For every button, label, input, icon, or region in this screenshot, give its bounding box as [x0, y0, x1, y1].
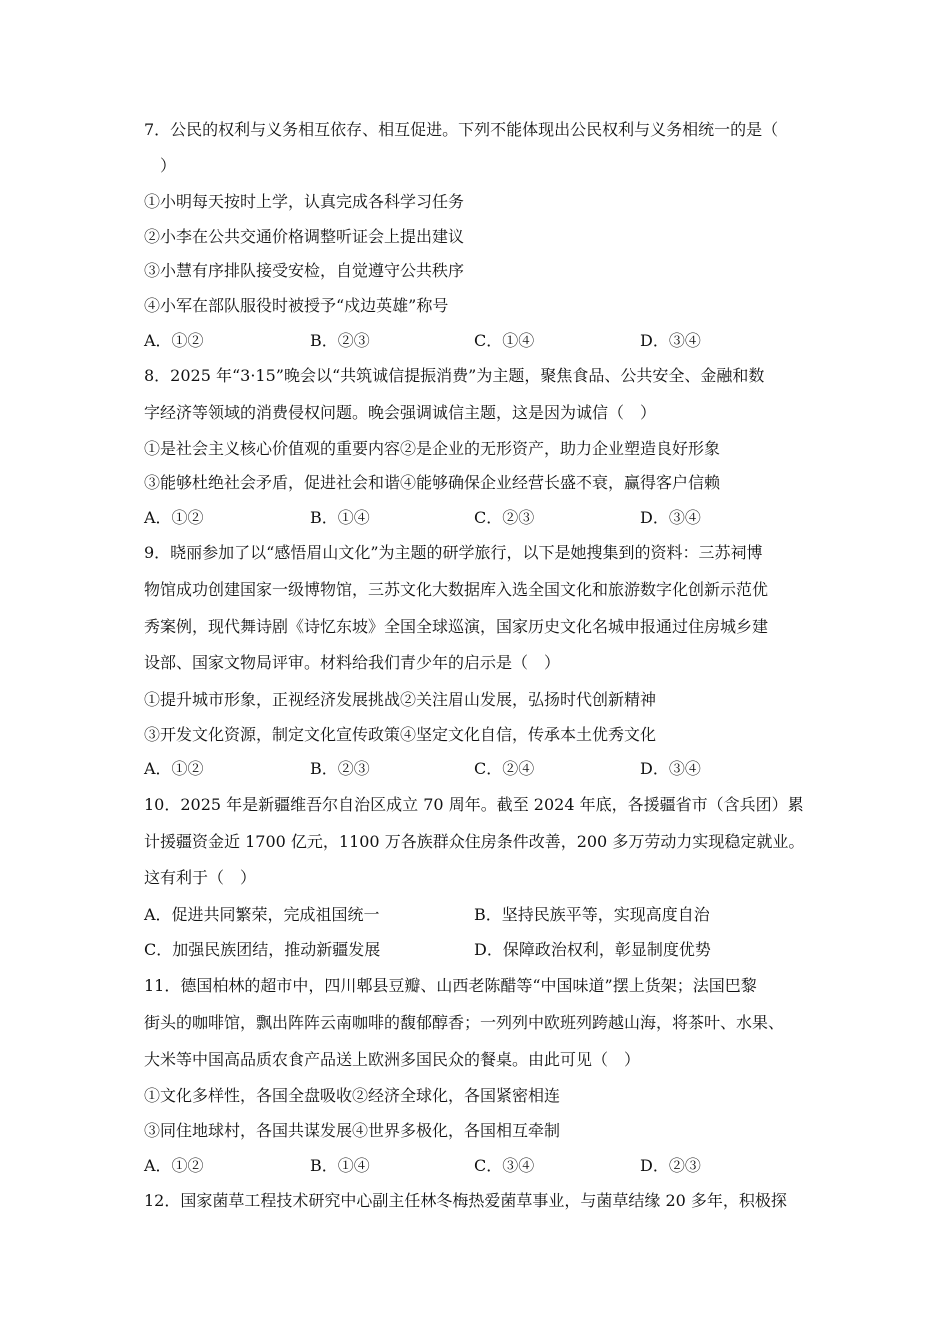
q11-option-c: C．③④ — [474, 1156, 535, 1175]
q8-stem-line-1: 8．2025 年“3·15”晚会以“共筑诚信提振消费”为主题，聚焦食品、公共安全、金融和数 — [144, 366, 765, 385]
q11-stem-line-2: 街头的咖啡馆，飘出阵阵云南咖啡的馥郁醇香；一列列中欧班列跨越山海，将茶叶、水果、 — [144, 1013, 785, 1032]
q8-option-c: C．②③ — [474, 508, 535, 527]
q7-item-2: ②小李在公共交通价格调整听证会上提出建议 — [144, 227, 465, 246]
q11-stem-line-1: 11．德国柏林的超市中，四川郫县豆瓣、山西老陈醋等“中国味道”摆上货架；法国巴黎 — [144, 976, 757, 995]
q7-option-c: C．①④ — [474, 331, 535, 350]
q11-option-b: B．①④ — [310, 1156, 370, 1175]
q11-item-1: ①文化多样性，各国全盘吸收②经济全球化，各国紧密相连 — [144, 1086, 561, 1105]
q8-option-d: D．③④ — [640, 508, 701, 527]
q9-item-2: ③开发文化资源，制定文化宣传政策④坚定文化自信，传承本土优秀文化 — [144, 725, 657, 744]
q8-stem-line-2: 字经济等领域的消费侵权问题。晚会强调诚信主题，这是因为诚信（ ） — [144, 403, 657, 422]
q9-option-c: C．②④ — [474, 759, 535, 778]
q10-stem-line-1: 10．2025 年是新疆维吾尔自治区成立 70 周年。截至 2024 年底，各援疆省市（含兵团）累 — [144, 795, 804, 814]
q9-stem-line-1: 9．晓丽参加了以“感悟眉山文化”为主题的研学旅行，以下是她搜集到的资料：三苏祠博 — [144, 543, 763, 562]
q10-stem-line-3: 这有利于（ ） — [144, 868, 257, 887]
q7-item-1: ①小明每天按时上学，认真完成各科学习任务 — [144, 192, 465, 211]
q11-option-d: D．②③ — [640, 1156, 701, 1175]
q9-stem-line-4: 设部、国家文物局评审。材料给我们青少年的启示是（ ） — [144, 653, 561, 672]
q7-stem-line-1: 7．公民的权利与义务相互依存、相互促进。下列不能体现出公民权利与义务相统一的是（ — [144, 120, 779, 139]
q10-option-a: A．促进共同繁荣，完成祖国统一 — [144, 905, 380, 924]
q10-option-b: B．坚持民族平等，实现高度自治 — [474, 905, 710, 924]
q7-item-3: ③小慧有序排队接受安检，自觉遵守公共秩序 — [144, 261, 465, 280]
q8-item-1: ①是社会主义核心价值观的重要内容②是企业的无形资产，助力企业塑造良好形象 — [144, 439, 721, 458]
q11-option-a: A．①② — [144, 1156, 204, 1175]
q8-item-2: ③能够杜绝社会矛盾，促进社会和谐④能够确保企业经营长盛不衰，赢得客户信赖 — [144, 473, 721, 492]
q9-option-b: B．②③ — [310, 759, 370, 778]
q12-stem-line-1: 12．国家菌草工程技术研究中心副主任林冬梅热爱菌草事业，与菌草结缘 20 多年，积极探 — [144, 1191, 787, 1210]
q9-item-1: ①提升城市形象，正视经济发展挑战②关注眉山发展，弘扬时代创新精神 — [144, 690, 657, 709]
q11-stem-line-3: 大米等中国高品质农食产品送上欧洲多国民众的餐桌。由此可见（ ） — [144, 1050, 641, 1069]
q10-option-c: C．加强民族团结，推动新疆发展 — [144, 940, 381, 959]
q9-stem-line-2: 物馆成功创建国家一级博物馆，三苏文化大数据库入选全国文化和旅游数字化创新示范优 — [144, 580, 769, 599]
q11-item-2: ③同住地球村，各国共谋发展④世界多极化，各国相互牵制 — [144, 1121, 561, 1140]
q7-option-a: A．①② — [144, 331, 204, 350]
q7-option-d: D．③④ — [640, 331, 701, 350]
q7-option-b: B．②③ — [310, 331, 370, 350]
q7-item-4: ④小军在部队服役时被授予“戍边英雄”称号 — [144, 296, 449, 315]
q9-option-a: A．①② — [144, 759, 204, 778]
q7-stem-line-2: ） — [144, 156, 177, 175]
q9-stem-line-3: 秀案例，现代舞诗剧《诗忆东坡》全国全球巡演，国家历史文化名城申报通过住房城乡建 — [144, 617, 769, 636]
q8-option-a: A．①② — [144, 508, 204, 527]
q8-option-b: B．①④ — [310, 508, 370, 527]
q10-option-d: D．保障政治权利，彰显制度优势 — [474, 940, 711, 959]
q9-option-d: D．③④ — [640, 759, 701, 778]
q10-stem-line-2: 计援疆资金近 1700 亿元，1100 万各族群众住房条件改善，200 多万劳动力实现稳定就业。 — [144, 832, 805, 851]
